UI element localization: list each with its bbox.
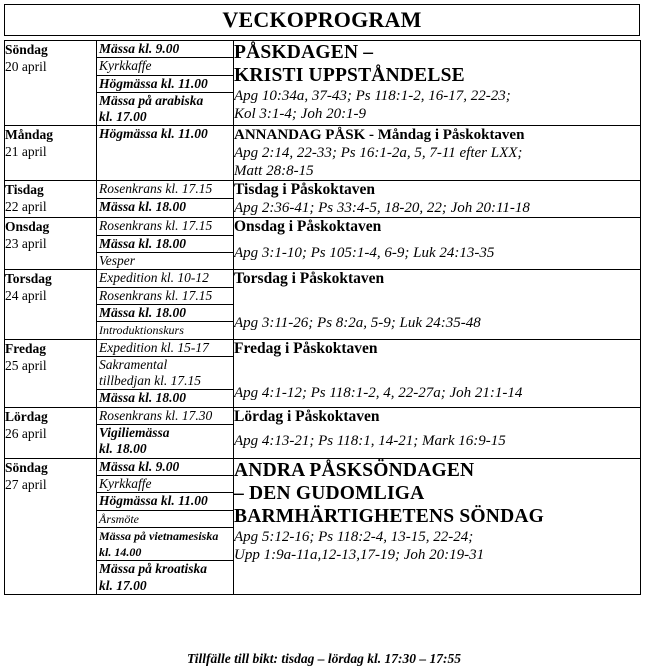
feast-heading: ANNANDAG PÅSK - Måndag i Påskoktaven [234, 127, 525, 144]
activity-text: Mässa kl. 18.00 [99, 304, 187, 320]
activity-item [97, 305, 233, 322]
feast-heading: ANDRA PÅSKSÖNDAGEN [234, 459, 475, 481]
activity-text: Vesper [99, 253, 135, 269]
activity-text: Kyrkkaffe [99, 475, 152, 491]
liturgy-cell [234, 458, 641, 594]
activity-text: Högmässa kl. 11.00 [99, 126, 208, 142]
activity-text: Introduktionskurs [99, 323, 184, 338]
liturgy-cell [234, 218, 641, 270]
day-date: 27 april [5, 476, 47, 492]
activity-item [97, 218, 233, 235]
activity-item [97, 181, 233, 198]
activities-cell [97, 126, 234, 181]
day-name: Torsdag [5, 271, 52, 287]
activity-item [97, 41, 233, 58]
activity-text: Mässa kl. 18.00 [99, 198, 187, 214]
day-row [5, 181, 641, 218]
activity-item [97, 408, 233, 425]
scripture-readings: Matt 28:8-15 [234, 163, 314, 180]
liturgy-cell [234, 339, 641, 407]
activities-cell [97, 41, 234, 126]
day-name: Måndag [5, 127, 54, 143]
feast-heading: Lördag i Påskoktaven [234, 407, 380, 425]
activities-cell [97, 181, 234, 218]
activity-item [97, 199, 233, 215]
scripture-readings: Apg 2:36-41; Ps 33:4-5, 18-20, 22; Joh 20:11-18 [234, 200, 530, 217]
activity-text: Mässa kl. 18.00 [99, 390, 187, 406]
feast-heading: PÅSKDAGEN – [234, 42, 374, 63]
spacer [234, 288, 640, 314]
day-cell [5, 126, 97, 181]
activity-item [97, 126, 233, 142]
liturgy-cell [234, 126, 641, 181]
day-cell [5, 218, 97, 270]
spacer [234, 236, 640, 244]
activity-text: Expedition kl. 10-12 [99, 270, 209, 286]
day-date: 22 april [5, 199, 47, 215]
activity-item [97, 236, 233, 253]
feast-heading: Tisdag i Påskoktaven [234, 181, 375, 199]
feast-heading: Fredag i Påskoktaven [234, 339, 378, 357]
day-cell [5, 458, 97, 594]
day-row [5, 218, 641, 270]
day-name: Söndag [5, 42, 48, 57]
confession-footer: Tillfälle till bikt: tisdag – lördag kl. 17:30 – 17:55 [187, 651, 461, 666]
day-row [5, 126, 641, 181]
day-cell [5, 41, 97, 126]
activity-text: Högmässa kl. 11.00 [99, 75, 208, 91]
activity-text: Årsmöte [99, 511, 139, 526]
day-row [5, 407, 641, 458]
activity-item [97, 459, 233, 476]
title-box [4, 4, 640, 36]
activity-text: Mässa kl. 18.00 [99, 235, 187, 251]
week-program-table [4, 40, 641, 595]
activity-item [97, 270, 233, 287]
day-name: Lördag [5, 408, 48, 424]
day-date: 21 april [5, 144, 47, 160]
activity-item [97, 288, 233, 305]
day-date: 25 april [5, 357, 47, 373]
scripture-readings: Apg 2:14, 22-33; Ps 16:1-2a, 5, 7-11 efter LXX; [234, 145, 523, 162]
activity-text: Rosenkrans kl. 17.30 [99, 407, 213, 423]
activity-text: Sakramental [99, 356, 168, 372]
day-date: 23 april [5, 236, 47, 252]
day-name: Onsdag [5, 219, 50, 235]
activity-item [97, 528, 233, 562]
activity-text: Vigiliemässa [99, 425, 170, 441]
day-row [5, 270, 641, 339]
feast-heading: Onsdag i Påskoktaven [234, 218, 382, 236]
liturgy-cell [234, 407, 641, 458]
activity-text: Kyrkkaffe [99, 58, 152, 74]
activities-cell [97, 407, 234, 458]
day-row [5, 458, 641, 594]
liturgy-cell [234, 41, 641, 126]
activity-time: kl. 17.00 [99, 109, 147, 125]
activity-time: kl. 18.00 [99, 441, 147, 457]
day-name: Söndag [5, 459, 48, 475]
activity-item [97, 322, 233, 338]
liturgy-cell [234, 181, 641, 218]
scripture-readings: Apg 5:12-16; Ps 118:2-4, 13-15, 22-24; [234, 528, 474, 545]
activity-text: Högmässa kl. 11.00 [99, 493, 208, 509]
activity-item [97, 76, 233, 93]
activity-time: tillbedjan kl. 17.15 [99, 373, 201, 389]
page-title: VECKOPROGRAM [222, 7, 422, 32]
liturgy-cell [234, 270, 641, 339]
activity-item [97, 253, 233, 269]
activity-item [97, 511, 233, 528]
activity-text: Mässa kl. 9.00 [99, 41, 180, 56]
day-cell [5, 270, 97, 339]
activity-text: Mässa på vietnamesiska [99, 528, 219, 543]
activity-item [97, 390, 233, 406]
scripture-readings: Upp 1:9a-11a,12-13,17-19; Joh 20:19-31 [234, 546, 485, 563]
feast-heading: KRISTI UPPSTÅNDELSE [234, 65, 465, 86]
activity-item [97, 561, 233, 594]
activity-item [97, 58, 233, 75]
activity-item [97, 476, 233, 493]
feast-heading: Torsdag i Påskoktaven [234, 270, 385, 288]
activities-cell [97, 270, 234, 339]
week-program-body [5, 41, 641, 595]
activity-text: Rosenkrans kl. 17.15 [99, 218, 213, 234]
scripture-readings: Apg 3:1-10; Ps 105:1-4, 6-9; Luk 24:13-35 [234, 245, 495, 262]
activity-text: Rosenkrans kl. 17.15 [99, 181, 213, 197]
activity-item [97, 493, 233, 510]
activity-time: kl. 17.00 [99, 577, 147, 593]
day-name: Tisdag [5, 182, 44, 198]
day-date: 20 april [5, 59, 47, 74]
activity-text: Expedition kl. 15-17 [99, 339, 209, 355]
scripture-readings: Apg 4:13-21; Ps 118:1, 14-21; Mark 16:9-15 [234, 432, 506, 449]
activities-cell [97, 218, 234, 270]
activity-item [97, 425, 233, 458]
activities-cell [97, 458, 234, 594]
activity-item [97, 93, 233, 126]
feast-heading: – DEN GUDOMLIGA [234, 482, 425, 504]
day-date: 24 april [5, 288, 47, 304]
day-cell [5, 339, 97, 407]
activity-item [97, 340, 233, 357]
activity-text: Rosenkrans kl. 17.15 [99, 287, 213, 303]
feast-heading: BARMHÄRTIGHETENS SÖNDAG [234, 505, 545, 527]
day-row [5, 339, 641, 407]
day-row [5, 41, 641, 126]
day-cell [5, 407, 97, 458]
scripture-readings: Apg 10:34a, 37-43; Ps 118:1-2, 16-17, 22-23; [234, 88, 511, 104]
activity-time: kl. 14.00 [99, 545, 142, 560]
activity-text: Mässa på arabiska [99, 92, 204, 108]
day-cell [5, 181, 97, 218]
activity-text: Mässa på kroatiska [99, 561, 208, 577]
scripture-readings: Apg 4:1-12; Ps 118:1-2, 4, 22-27a; Joh 21:1-14 [234, 384, 523, 401]
activity-text: Mässa kl. 9.00 [99, 458, 180, 474]
scripture-readings: Apg 3:11-26; Ps 8:2a, 5-9; Luk 24:35-48 [234, 315, 481, 332]
day-date: 26 april [5, 425, 47, 441]
activities-cell [97, 339, 234, 407]
spacer [234, 358, 640, 384]
day-name: Fredag [5, 340, 46, 356]
scripture-readings: Kol 3:1-4; Joh 20:1-9 [234, 106, 367, 122]
activity-item [97, 357, 233, 391]
